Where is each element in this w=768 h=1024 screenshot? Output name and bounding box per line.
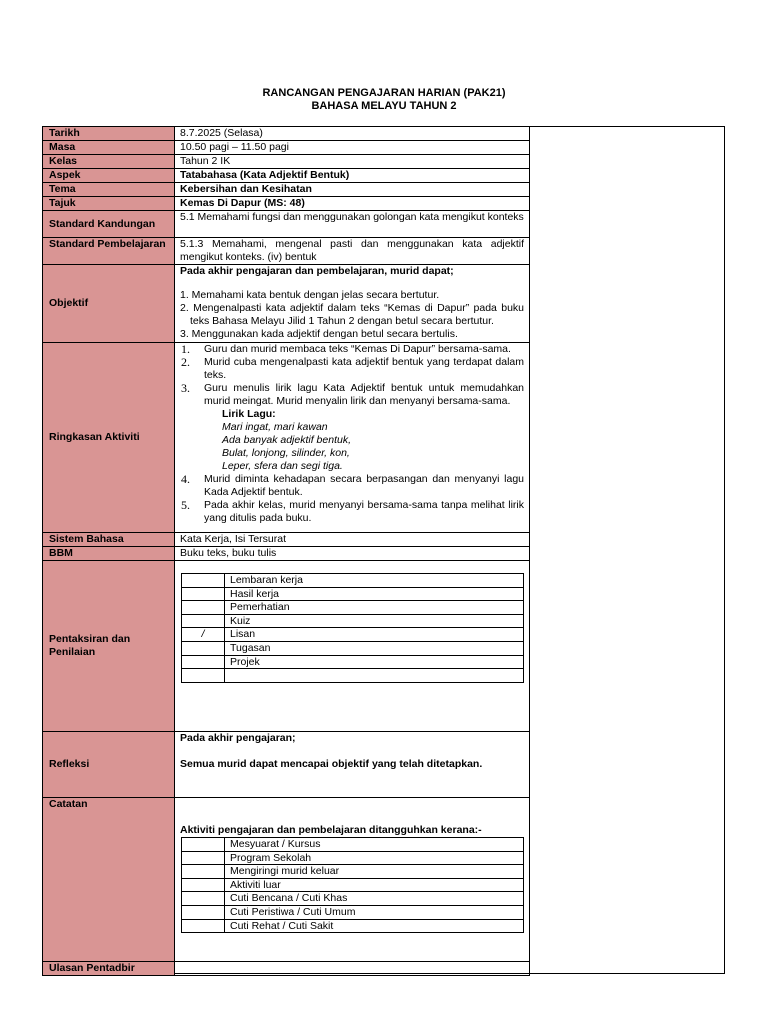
label-aspek: Aspek <box>43 169 175 183</box>
label-standard-pembelajaran: Standard Pembelajaran <box>43 238 175 265</box>
row-pentaksiran <box>43 561 530 732</box>
postponement-item: Cuti Bencana / Cuti Khas <box>225 892 524 906</box>
lyrics-title: Lirik Lagu: <box>222 408 276 420</box>
postponement-row <box>182 878 524 892</box>
value-ringkasan-aktiviti <box>175 343 530 533</box>
activity-steps <box>180 343 524 525</box>
lyrics-line: Mari ingat, mari kawan <box>222 421 328 433</box>
label-ulasan-pentadbir: Ulasan Pentadbir <box>43 962 175 976</box>
row-sistem-bahasa <box>43 533 530 547</box>
label-ringkasan-aktiviti: Ringkasan Aktiviti <box>43 343 175 533</box>
postponement-row <box>182 892 524 906</box>
activity-step: Murid cuba mengenalpasti kata adjektif bentuk yang terdapat dalam teks. <box>204 356 524 381</box>
assessment-item: Kuiz <box>225 614 524 628</box>
title-line-2: BAHASA MELAYU TAHUN 2 <box>311 100 457 112</box>
postponement-item: Mesyuarat / Kursus <box>225 838 524 852</box>
postponement-mark <box>182 878 225 892</box>
assessment-row <box>182 614 524 628</box>
value-pentaksiran <box>175 561 530 732</box>
postponement-mark <box>182 905 225 919</box>
assessment-row <box>182 601 524 615</box>
value-sistem-bahasa: Kata Kerja, Isi Tersurat <box>175 533 530 547</box>
row-bbm <box>43 547 530 561</box>
postponement-row <box>182 838 524 852</box>
lyrics-line: Bulat, lonjong, silinder, kon, <box>222 447 350 459</box>
value-tajuk: Kemas Di Dapur (MS: 48) <box>175 197 530 211</box>
label-kelas: Kelas <box>43 155 175 169</box>
refleksi-line: Pada akhir pengajaran; <box>180 732 296 744</box>
value-standard-kandungan: 5.1 Memahami fungsi dan menggunakan golongan kata mengikut konteks <box>175 211 530 238</box>
lesson-plan-table <box>42 126 530 976</box>
value-kelas: Tahun 2 IK <box>175 155 530 169</box>
value-ulasan-pentadbir <box>175 962 530 976</box>
value-masa: 10.50 pagi – 11.50 pagi <box>175 141 530 155</box>
postponement-item: Mengiringi murid keluar <box>225 865 524 879</box>
row-objektif <box>43 265 530 343</box>
row-kelas <box>43 155 530 169</box>
assessment-item <box>225 669 524 683</box>
catatan-intro: Aktiviti pengajaran dan pembelajaran ditangguhkan kerana:- <box>180 824 482 836</box>
postponement-item: Aktiviti luar <box>225 878 524 892</box>
postponement-row <box>182 905 524 919</box>
objektif-item: 2. Mengenalpasti kata adjektif dalam teks “Kemas di Dapur” pada buku teks Bahasa Melayu Jilid 1 Tahun 2 dengan betul secara bertutur. <box>180 302 524 327</box>
document-title <box>0 87 768 113</box>
postponement-mark <box>182 851 225 865</box>
label-tarikh: Tarikh <box>43 127 175 141</box>
assessment-row <box>182 655 524 669</box>
value-tarikh: 8.7.2025 (Selasa) <box>175 127 530 141</box>
row-masa <box>43 141 530 155</box>
label-sistem-bahasa: Sistem Bahasa <box>43 533 175 547</box>
assessment-item: Pemerhatian <box>225 601 524 615</box>
row-standard-pembelajaran <box>43 238 530 265</box>
label-standard-kandungan: Standard Kandungan <box>43 211 175 238</box>
activity-step: Pada akhir kelas, murid menyanyi bersama-sama tanpa melihat lirik yang ditulis pada buku. <box>204 499 524 524</box>
assessment-item: Lembaran kerja <box>225 574 524 588</box>
label-refleksi: Refleksi <box>43 732 175 798</box>
row-aspek <box>43 169 530 183</box>
assessment-mark <box>182 641 225 655</box>
assessment-table <box>181 573 524 683</box>
objektif-intro: Pada akhir pengajaran dan pembelajaran, murid dapat; <box>180 265 454 277</box>
postponement-item: Cuti Peristiwa / Cuti Umum <box>225 905 524 919</box>
postponement-mark <box>182 838 225 852</box>
assessment-mark <box>182 601 225 615</box>
lyrics-block <box>180 408 524 473</box>
row-ulasan-pentadbir <box>43 962 530 976</box>
row-standard-kandungan <box>43 211 530 238</box>
row-tarikh <box>43 127 530 141</box>
postponement-mark <box>182 892 225 906</box>
label-pentaksiran: Pentaksiran dan Penilaian <box>43 561 175 732</box>
postponement-row <box>182 851 524 865</box>
assessment-row <box>182 628 524 642</box>
assessment-mark <box>182 669 225 683</box>
value-aspek: Tatabahasa (Kata Adjektif Bentuk) <box>175 169 530 183</box>
row-catatan <box>43 798 530 962</box>
row-ringkasan-aktiviti <box>43 343 530 533</box>
row-tema <box>43 183 530 197</box>
lyrics-line: Ada banyak adjektif bentuk, <box>222 434 352 446</box>
postponement-mark <box>182 865 225 879</box>
assessment-mark <box>182 655 225 669</box>
title-line-1: RANCANGAN PENGAJARAN HARIAN (PAK21) <box>262 87 506 99</box>
activity-step <box>204 382 524 473</box>
postponement-row <box>182 919 524 933</box>
label-masa: Masa <box>43 141 175 155</box>
assessment-item: Projek <box>225 655 524 669</box>
label-tema: Tema <box>43 183 175 197</box>
assessment-item: Tugasan <box>225 641 524 655</box>
objektif-item: 1. Memahami kata bentuk dengan jelas secara bertutur. <box>180 289 440 301</box>
row-tajuk <box>43 197 530 211</box>
value-bbm: Buku teks, buku tulis <box>175 547 530 561</box>
activity-step: Guru dan murid membaca teks “Kemas Di Dapur” bersama-sama. <box>204 343 511 355</box>
objektif-item: 3. Menggunakan kada adjektif dengan betul secara bertulis. <box>180 328 458 340</box>
postponement-row <box>182 865 524 879</box>
value-refleksi <box>175 732 530 798</box>
assessment-mark <box>182 574 225 588</box>
assessment-row <box>182 641 524 655</box>
value-tema: Kebersihan dan Kesihatan <box>175 183 530 197</box>
value-standard-pembelajaran: 5.1.3 Memahami, mengenal pasti dan menggunakan kata adjektif mengikut konteks. (iv) bentuk <box>175 238 530 265</box>
activity-step: Murid diminta kehadapan secara berpasangan dan menyanyi lagu Kada Adjektif bentuk. <box>204 473 524 498</box>
assessment-row <box>182 574 524 588</box>
postponement-item: Cuti Rehat / Cuti Sakit <box>225 919 524 933</box>
assessment-row <box>182 587 524 601</box>
assessment-item: Lisan <box>225 628 524 642</box>
postponement-table <box>181 837 524 933</box>
activity-step-text: Guru menulis lirik lagu Kata Adjektif bentuk untuk memudahkan murid meingat. Murid menyalin lirik dan menyanyi bersama-sama. <box>204 382 524 407</box>
assessment-row <box>182 669 524 683</box>
label-bbm: BBM <box>43 547 175 561</box>
row-refleksi <box>43 732 530 798</box>
refleksi-line: Semua murid dapat mencapai objektif yang telah ditetapkan. <box>180 758 483 770</box>
value-catatan <box>175 798 530 962</box>
assessment-item: Hasil kerja <box>225 587 524 601</box>
label-catatan: Catatan <box>43 798 175 962</box>
assessment-mark <box>182 587 225 601</box>
label-tajuk: Tajuk <box>43 197 175 211</box>
label-objektif: Objektif <box>43 265 175 343</box>
postponement-item: Program Sekolah <box>225 851 524 865</box>
assessment-mark <box>182 614 225 628</box>
value-objektif <box>175 265 530 343</box>
assessment-mark: / <box>182 628 225 642</box>
lyrics-line: Leper, sfera dan segi tiga. <box>222 460 343 472</box>
postponement-mark <box>182 919 225 933</box>
